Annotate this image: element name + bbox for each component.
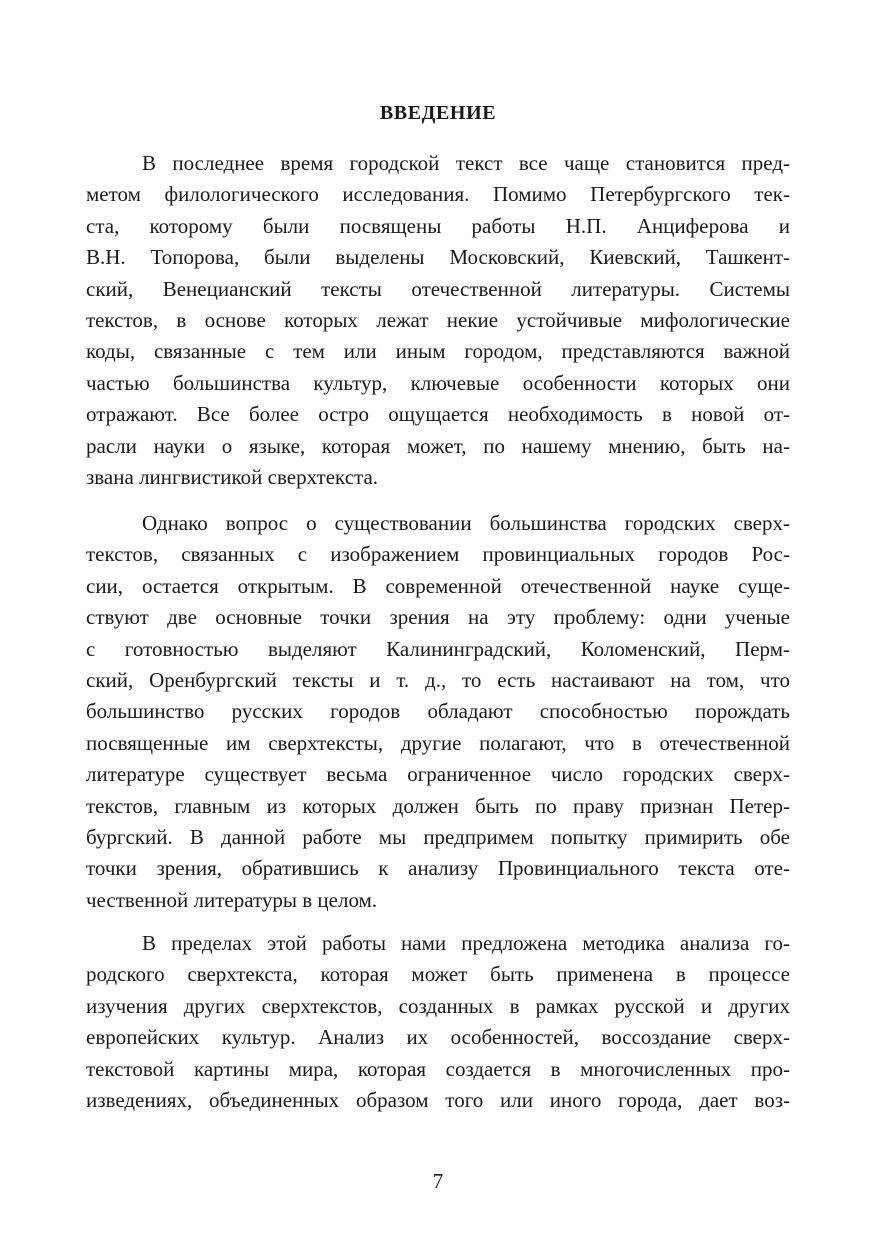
page-number: 7 bbox=[432, 1169, 444, 1193]
text-line: ста, которому были посвящены работы Н.П. Анциферова и bbox=[86, 213, 790, 238]
text-line: бургский. В данной работе мы предпримем попытку примирить обе bbox=[86, 824, 790, 849]
paragraph-2 bbox=[86, 508, 790, 916]
text-line: метом филологического исследования. Помимо Петербургского тек- bbox=[86, 182, 790, 207]
text-line: литературе существует весьма ограниченное число городских сверх- bbox=[86, 762, 790, 787]
text-line: В пределах этой работы нами предложена методика анализа го- bbox=[142, 931, 790, 955]
text-line: ский, Венецианский тексты отечественной литературы. Системы bbox=[86, 276, 790, 301]
text-line: изведениях, объединенных образом того или иного города, дает воз- bbox=[86, 1087, 790, 1112]
text-line: сии, остается открытым. В современной отечественной науке суще- bbox=[86, 573, 790, 598]
text-line: европейских культур. Анализ их особенностей, воссоздание сверх- bbox=[86, 1025, 790, 1050]
text-line: звана лингвистикой сверхтекста. bbox=[86, 464, 379, 489]
text-line: В.Н. Топорова, были выделены Московский, Киевский, Ташкент- bbox=[86, 245, 790, 270]
text-line: ский, Оренбургский тексты и т. д., то есть настаивают на том, что bbox=[86, 667, 790, 692]
text-line: расли науки о языке, которая может, по нашему мнению, быть на- bbox=[86, 433, 790, 458]
text-line: изучения других сверхтекстов, созданных в рамках русской и других bbox=[86, 993, 790, 1018]
text-line: текстов, главным из которых должен быть по праву признан Петер- bbox=[86, 793, 790, 818]
text-line: точки зрения, обратившись к анализу Провинциального текста оте- bbox=[86, 856, 790, 881]
text-line: текстовой картины мира, которая создается в многочисленных про- bbox=[86, 1056, 790, 1081]
text-line: Однако вопрос о существовании большинства городских сверх- bbox=[142, 511, 790, 535]
text-line: частью большинства культур, ключевые особенности которых они bbox=[86, 370, 790, 395]
text-line: ствуют две основные точки зрения на эту проблему: одни ученые bbox=[86, 605, 790, 630]
text-line: коды, связанные с тем или иным городом, представляются важной bbox=[86, 339, 790, 364]
text-line: большинство русских городов обладают способностью порождать bbox=[86, 699, 790, 724]
text-line: родского сверхтекста, которая может быть применена в процессе bbox=[86, 962, 790, 987]
text-line: чественной литературы в целом. bbox=[86, 887, 378, 912]
text-line: с готовностью выделяют Калининградский, Коломенский, Перм- bbox=[86, 636, 790, 661]
paragraph-1 bbox=[86, 148, 790, 493]
section-heading: ВВЕДЕНИЕ bbox=[379, 102, 497, 124]
text-line: текстов, связанных с изображением провинциальных городов Рос- bbox=[86, 542, 790, 567]
text-line: посвященные им сверхтексты, другие полагают, что в отечественной bbox=[86, 730, 790, 755]
paragraph-3 bbox=[86, 928, 790, 1116]
text-line: отражают. Все более остро ощущается необходимость в новой от- bbox=[86, 402, 790, 427]
text-line: текстов, в основе которых лежат некие устойчивые мифологические bbox=[86, 307, 790, 332]
text-line: В последнее время городской текст все чаще становится пред- bbox=[142, 151, 790, 175]
